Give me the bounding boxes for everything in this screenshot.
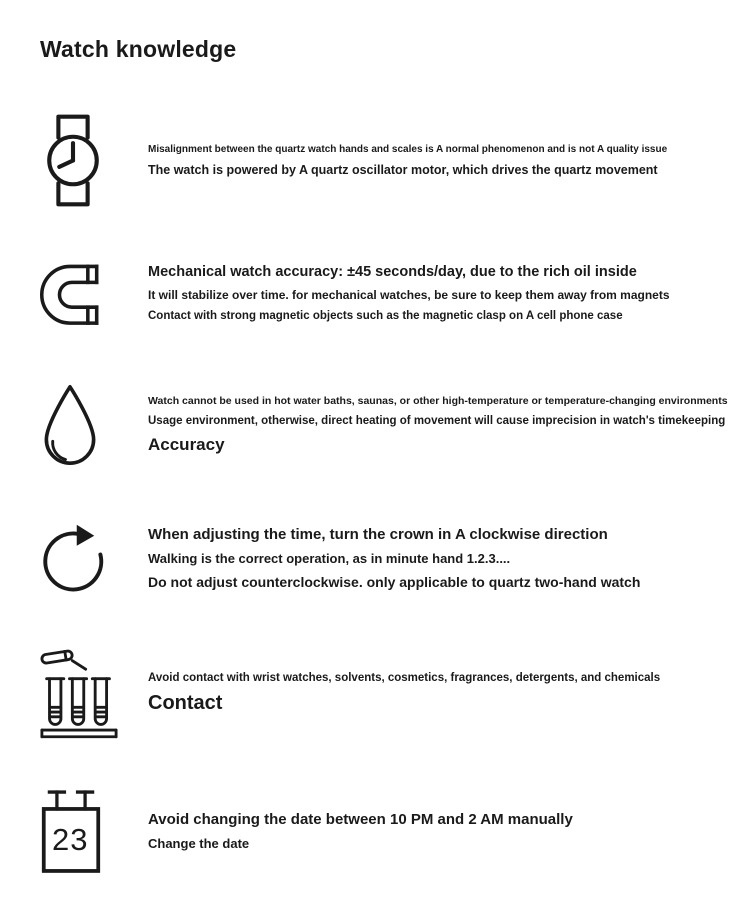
icon-column (40, 788, 148, 875)
calendar-icon (40, 788, 102, 875)
section-text (148, 811, 573, 851)
water-drop-icon (40, 383, 100, 467)
text-line: Watch cannot be used in hot water baths, saunas, or other high-temperature or temperature-changing environments (148, 395, 728, 407)
text-line: When adjusting the time, turn the crown in A clockwise direction (148, 526, 608, 543)
calendar-day: 23 (52, 821, 89, 857)
clockwise-arrow-icon (40, 519, 110, 597)
icon-column (40, 519, 148, 597)
text-line: The watch is powered by A quartz oscillator motor, which drives the quartz movement (148, 162, 658, 177)
text-line: Do not adjust counterclockwise. only applicable to quartz two-hand watch (148, 574, 641, 590)
text-line: Change the date (148, 836, 250, 851)
text-line: Contact with strong magnetic objects such as the magnetic clasp on A cell phone case (148, 310, 623, 322)
icon-column (40, 383, 148, 467)
text-line: Avoid contact with wrist watches, solvents, cosmetics, fragrances, detergents, and chemicals (148, 671, 661, 684)
text-line: Contact (148, 691, 223, 714)
section-magnetism (40, 254, 670, 332)
text-line: Misalignment between the quartz watch hands and scales is A normal phenomenon and is not A quality issue (148, 143, 668, 155)
section-text (148, 526, 640, 590)
text-line: Usage environment, otherwise, direct heating of movement will cause imprecision in watch's timekeeping (148, 415, 726, 427)
page-title: Watch knowledge (40, 36, 237, 62)
text-line: Walking is the correct operation, as in minute hand 1.2.3.... (148, 551, 511, 566)
watch-icon (40, 113, 106, 208)
icon-column (40, 113, 148, 208)
text-line: It will stabilize over time. for mechanical watches, be sure to keep them away from magnets (148, 288, 670, 302)
section-text (148, 672, 660, 715)
section-text (148, 395, 728, 455)
test-tubes-icon (40, 644, 118, 742)
icon-column (40, 644, 148, 742)
section-chemicals (40, 640, 660, 746)
text-line: Mechanical watch accuracy: ±45 seconds/day, due to the rich oil inside (148, 264, 637, 280)
section-text (148, 264, 670, 322)
magnet-icon (40, 261, 102, 325)
text-line: Accuracy (148, 435, 225, 454)
section-date-change (40, 784, 573, 878)
section-temperature (40, 378, 728, 472)
text-line: Avoid changing the date between 10 PM and 2 AM manually (148, 811, 573, 828)
section-quartz-movement (40, 108, 667, 212)
section-clockwise (40, 514, 640, 602)
section-text (148, 144, 667, 177)
icon-column (40, 261, 148, 325)
